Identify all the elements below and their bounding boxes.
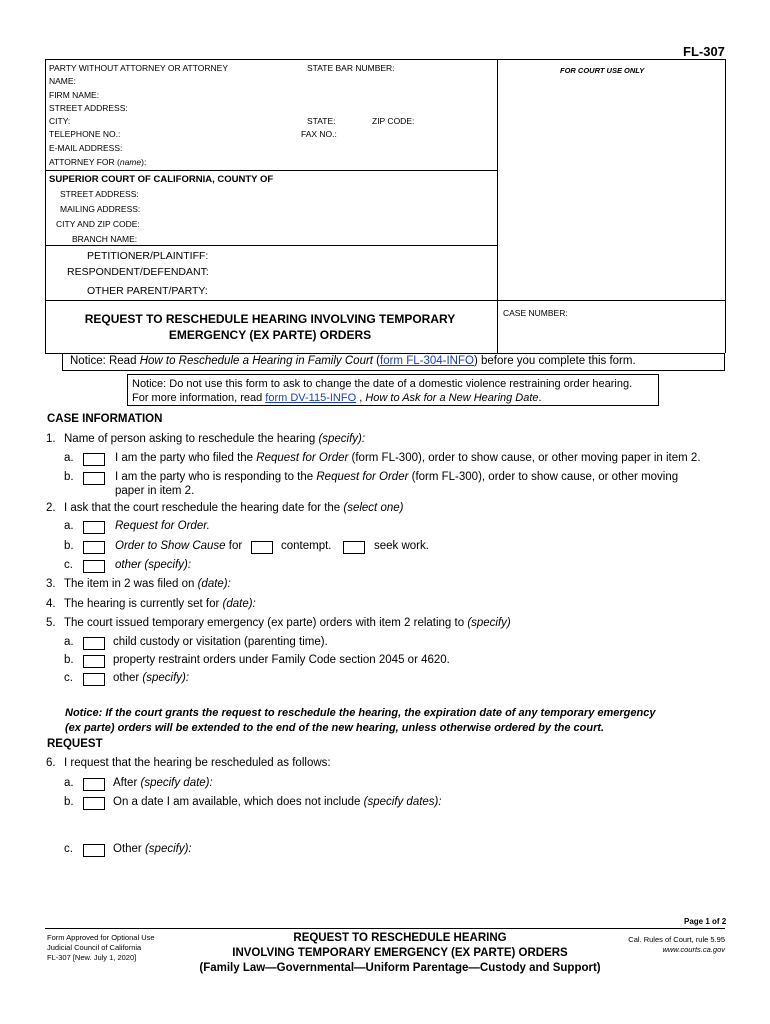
item-2a-checkbox[interactable] xyxy=(83,521,105,534)
name-input[interactable] xyxy=(80,74,494,88)
item-1-number: 1. xyxy=(46,433,56,445)
fl-304-info-link[interactable]: form FL-304-INFO xyxy=(380,355,474,367)
state-bar-label: STATE BAR NUMBER: xyxy=(307,63,395,73)
court-city-zip-label: CITY AND ZIP CODE: xyxy=(56,219,140,229)
email-input[interactable] xyxy=(125,141,494,155)
item-1b-text: I am the party who is responding to the Request for Order (form FL-300), order to show cause, or other moving xyxy=(115,471,679,483)
item-6c-text: Other (specify): xyxy=(113,843,192,855)
name-label: NAME: xyxy=(49,76,76,86)
courts-website-link[interactable]: www.courts.ca.gov xyxy=(662,945,725,954)
seek-work-label: seek work. xyxy=(374,540,429,552)
item-2c-checkbox[interactable] xyxy=(83,560,105,573)
court-title: SUPERIOR COURT OF CALIFORNIA, COUNTY OF xyxy=(49,174,274,185)
zip-label: ZIP CODE: xyxy=(372,116,415,126)
item-6b-checkbox[interactable] xyxy=(83,797,105,810)
form-id: FL-307 xyxy=(683,44,725,59)
item-5a-checkbox[interactable] xyxy=(83,637,105,650)
item-5b-checkbox[interactable] xyxy=(83,655,105,668)
court-use-label: FOR COURT USE ONLY xyxy=(560,66,645,75)
header-right-border xyxy=(725,59,726,353)
petitioner-label: PETITIONER/PLAINTIFF: xyxy=(87,250,209,262)
item-3-text: The item in 2 was filed on (date): xyxy=(64,578,231,590)
item-6-text: I request that the hearing be rescheduled as follows: xyxy=(64,757,331,769)
attorney-for-input[interactable] xyxy=(140,155,494,169)
item-1a-checkbox[interactable] xyxy=(83,453,105,466)
item-5c-text: other (specify): xyxy=(113,672,190,684)
other-party-label: OTHER PARENT/PARTY: xyxy=(87,285,208,297)
city-label: CITY: xyxy=(49,116,71,126)
state-label: STATE: xyxy=(307,116,336,126)
firm-input[interactable] xyxy=(100,88,494,102)
notice-dv-restraining: Notice: Do not use this form to ask to change the date of a domestic violence restraining order hearing. For more information, read form DV-115-INFO , How to Ask for a New Hearing Date. xyxy=(127,374,659,406)
item-1a-letter: a. xyxy=(64,452,74,464)
item-2-number: 2. xyxy=(46,502,56,514)
fax-label: FAX NO.: xyxy=(301,129,337,139)
item-6a-checkbox[interactable] xyxy=(83,778,105,791)
item-5c-checkbox[interactable] xyxy=(83,673,105,686)
item-6c-checkbox[interactable] xyxy=(83,844,105,857)
item-1b-checkbox[interactable] xyxy=(83,472,105,485)
item-5c-letter: c. xyxy=(64,672,73,684)
item-2b-letter: b. xyxy=(64,540,74,552)
item-6a-text: After (specify date): xyxy=(113,777,213,789)
street-label: STREET ADDRESS: xyxy=(49,103,128,113)
item-1a-text: I am the party who filed the Request for Order (form FL-300), order to show cause, or other moving paper in item 2. xyxy=(115,452,701,464)
city-input[interactable] xyxy=(75,114,299,128)
item-2a-letter: a. xyxy=(64,520,74,532)
item-1b-letter: b. xyxy=(64,471,74,483)
street-input[interactable] xyxy=(125,101,494,115)
header-left-border xyxy=(45,59,46,353)
item-2-text: I ask that the court reschedule the hearing date for the (select one) xyxy=(64,502,404,514)
item-6b-letter: b. xyxy=(64,796,74,808)
contempt-label: contempt. xyxy=(281,540,332,552)
respondent-label: RESPONDENT/DEFENDANT: xyxy=(67,266,209,278)
header-top-border xyxy=(45,59,725,60)
dv-115-info-link[interactable]: form DV-115-INFO xyxy=(265,392,357,404)
footer-title: REQUEST TO RESCHEDULE HEARING INVOLVING TEMPORARY EMERGENCY (EX PARTE) ORDERS (Family Law—Governmental—Uniform Parentage—Custody and Support) xyxy=(199,932,601,974)
case-info-heading: CASE INFORMATION xyxy=(47,413,163,425)
item-1b-text-line2: paper in item 2. xyxy=(115,485,195,497)
attorney-for-label: ATTORNEY FOR (name): xyxy=(49,157,147,167)
item-2b-checkbox[interactable] xyxy=(83,541,105,554)
party-label: PARTY WITHOUT ATTORNEY OR ATTORNEY xyxy=(49,63,229,73)
court-mailing-label: MAILING ADDRESS: xyxy=(60,204,141,214)
request-heading: REQUEST xyxy=(47,738,103,750)
item-1-text: Name of person asking to reschedule the hearing (specify): xyxy=(64,433,366,445)
item-5a-letter: a. xyxy=(64,636,74,648)
item-2b-text: Order to Show Cause for xyxy=(115,540,243,552)
form-title: REQUEST TO RESCHEDULE HEARING INVOLVING TEMPORARY EMERGENCY (EX PARTE) ORDERS xyxy=(84,312,456,342)
notice-expiration: Notice: If the court grants the request to reschedule the hearing, the expiration date of any temporary emergency (ex parte) orders will be extended to the end of the new hearing, unless otherwise ordered by the court. xyxy=(65,707,656,734)
attorney-court-separator xyxy=(45,170,497,171)
item-5-text: The court issued temporary emergency (ex parte) orders with item 2 relating to (specify) xyxy=(64,617,511,629)
item-4-number: 4. xyxy=(46,598,56,610)
item-4-text: The hearing is currently set for (date): xyxy=(64,598,256,610)
item-2a-text: Request for Order. xyxy=(115,520,210,532)
footer-left: Form Approved for Optional Use Judicial Council of California FL-307 [New. July 1, 2020] xyxy=(47,933,155,962)
parties-title-separator xyxy=(45,300,725,301)
item-6b-text: On a date I am available, which does not include (specify dates): xyxy=(113,796,442,808)
item-2c-letter: c. xyxy=(64,559,73,571)
item-5b-letter: b. xyxy=(64,654,74,666)
item-5b-text: property restraint orders under Family Code section 2045 or 4620. xyxy=(113,654,450,666)
case-number-label: CASE NUMBER: xyxy=(503,308,568,318)
item-6a-letter: a. xyxy=(64,777,74,789)
telephone-label: TELEPHONE NO.: xyxy=(49,129,121,139)
item-5-number: 5. xyxy=(46,617,56,629)
court-street-label: STREET ADDRESS: xyxy=(60,189,139,199)
firm-label: FIRM NAME: xyxy=(49,90,100,100)
item-5a-text: child custody or visitation (parenting time). xyxy=(113,636,328,648)
item-6c-letter: c. xyxy=(64,843,73,855)
seek-work-checkbox[interactable] xyxy=(343,541,365,554)
telephone-input[interactable] xyxy=(120,127,294,141)
header-divider xyxy=(497,59,498,353)
contempt-checkbox[interactable] xyxy=(251,541,273,554)
footer-right: Cal. Rules of Court, rule 5.95 www.courts.ca.gov xyxy=(600,935,725,955)
item-2c-text: other (specify): xyxy=(115,559,192,571)
court-branch-label: BRANCH NAME: xyxy=(72,234,138,244)
notice-read-info: Notice: Read How to Reschedule a Hearing in Family Court (form FL-304-INFO) before you complete this form. xyxy=(62,353,725,371)
item-3-number: 3. xyxy=(46,578,56,590)
court-parties-separator xyxy=(45,245,497,246)
fax-input[interactable] xyxy=(340,127,494,141)
item-6-number: 6. xyxy=(46,757,56,769)
email-label: E-MAIL ADDRESS: xyxy=(49,143,123,153)
footer-rule xyxy=(45,928,725,929)
page-number: Page 1 of 2 xyxy=(684,917,727,926)
